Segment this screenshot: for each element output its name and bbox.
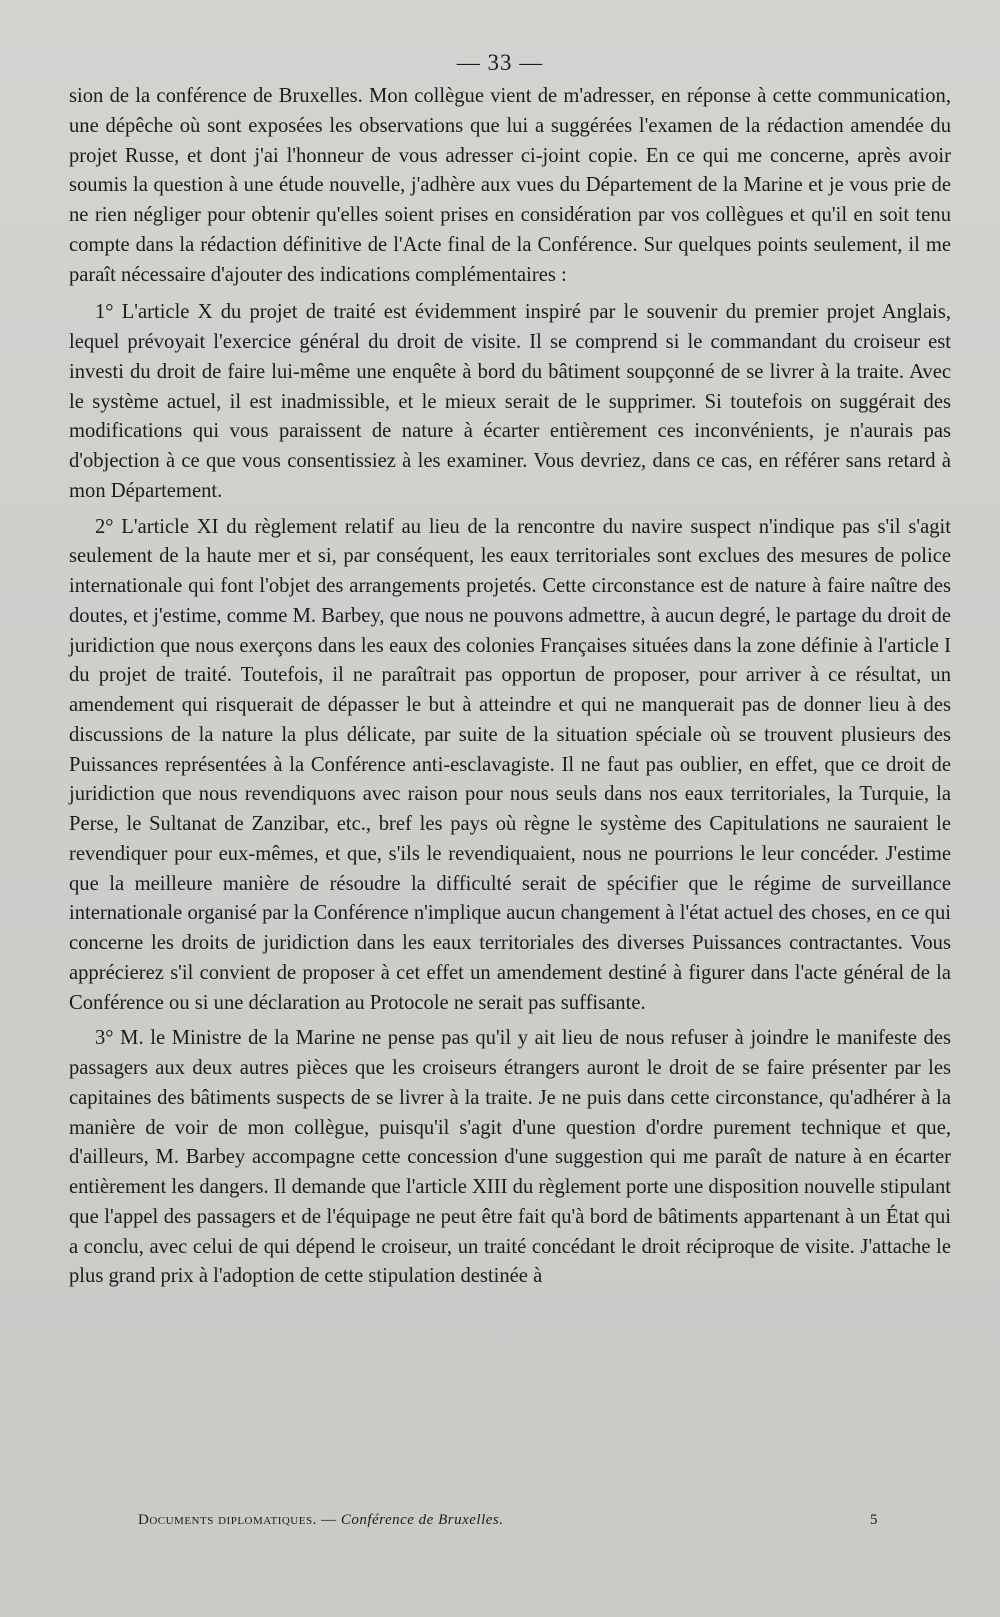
body-text — [69, 82, 951, 1292]
footer-separator: — — [316, 1512, 341, 1528]
page-number: — 33 — — [456, 50, 544, 75]
page-footer — [0, 1512, 1000, 1536]
footer-title: Conférence de Bruxelles. — [340, 1512, 504, 1528]
paragraph-item-2: 2° L'article XI du règlement relatif au lieu de la rencontre du navire suspect n'indique pas s'il s'agit seulement de la haute mer et si, par conséquent, les eaux territoriales sont exclues des mesures de police internationale qui font l'objet des arrangements projetés. Cette circonstance est de nature à faire naître des doutes, et j'estime, comme M. Barbey, que nous ne pouvons admettre, à aucun degré, le partage du droit de juridiction que nous exerçons dans les eaux des colonies Françaises situées dans la zone définie à l'article I du projet de traité. Toutefois, il ne paraîtrait pas opportun de proposer, pour arriver à ce résultat, un amendement qui risquerait de dépasser le but à atteindre et qui ne manquerait pas de donner lieu à des discussions de la nature la plus délicate, par suite de la situation spéciale où se trouvent plusieurs des Puissances représentées à la Conférence anti-esclavagiste. Il ne faut pas oublier, en effet, que ce droit de juridiction que nous revendiquons avec raison pour nous seuls dans nos eaux territoriales, la Turquie, la Perse, le Sultanat de Zanzibar, etc., bref les pays où règne le système des Capitulations ne sauraient le revendiquer pour eux-mêmes, et que, s'ils le revendiquaient, nous ne pourrions le leur concéder. J'estime que la meilleure manière de résoudre la difficulté serait de spécifier que le régime de surveillance internationale organisé par la Conférence n'implique aucun changement à l'état actuel des choses, en ce qui concerne les droits de juridiction dans les eaux territoriales des diverses Puissances contractantes. Vous apprécierez s'il convient de proposer à cet effet un amendement destiné à figurer dans l'acte général de la Conférence ou si une déclaration au Protocole ne serait pas suffisante. — [69, 515, 951, 1014]
footer-running-title — [138, 1512, 503, 1529]
paragraph-continuation: sion de la conférence de Bruxelles. Mon collègue vient de m'adresser, en réponse à cette communication, une dépêche où sont exposées les observations que lui a suggérées l'examen de la rédaction amendée du projet Russe, et dont j'ai l'honneur de vous adresser ci-joint copie. En ce qui me concerne, après avoir soumis la question à une étude nouvelle, j'adhère aux vues du Département de la Marine et je vous prie de ne rien négliger pour obtenir qu'elles soient prises en considération par vos collègues et qu'il en soit tenu compte dans la rédaction définitive de l'Acte final de la Conférence. Sur quelques points seulement, il me paraît nécessaire d'ajouter des indications complémentaires : — [69, 85, 951, 286]
paragraph-item-1: 1° L'article X du projet de traité est évidemment inspiré par le souvenir du premier projet Anglais, lequel prévoyait l'exercice général du droit de visite. Il se comprend si le commandant du croiseur est investi du droit de faire lui-même une enquête à bord du bâtiment soupçonné de se livrer à la traite. Avec le système actuel, il est inadmissible, et le mieux serait de le supprimer. Si toutefois on suggérait des modifications qui vous paraissent de nature à écarter entièrement ces inconvénients, je n'aurais pas d'objection à ce que vous consentissiez à les examiner. Vous devriez, dans ce cas, en référer sans retard à mon Département. — [69, 301, 951, 502]
paragraph-item-3: 3° M. le Ministre de la Marine ne pense pas qu'il y ait lieu de nous refuser à joindre le manifeste des passagers aux deux autres pièces que les croiseurs étrangers auront le droit de se faire présenter par les capitaines des bâtiments suspects de se livrer à la traite. Je ne puis dans cette circonstance, qu'adhérer à la manière de voir de mon collègue, puisqu'il s'agit d'une question d'ordre purement technique et que, d'ailleurs, M. Barbey accompagne cette concession d'une suggestion qui me paraît de nature à en écarter entièrement les dangers. Il demande que l'article XIII du règlement porte une disposition nouvelle stipulant que l'appel des passagers et de l'équipage ne peut être fait qu'à bord de bâtiments appartenant à un État qui a conclu, avec celui de qui dépend le croiseur, un traité concédant le droit réciproque de visite. J'attache le plus grand prix à l'adoption de cette stipulation destinée à — [69, 1027, 951, 1288]
footer-signature-mark: 5 — [870, 1512, 878, 1528]
footer-series: Documents diplomatiques. — [138, 1512, 317, 1528]
